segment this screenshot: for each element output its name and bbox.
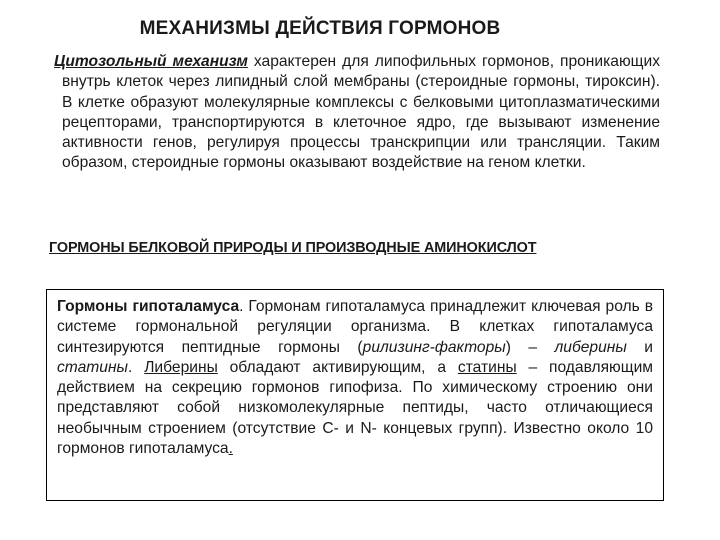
hypothalamus-paragraph: [57, 297, 653, 459]
cytosolic-paragraph: [54, 52, 661, 174]
text-part: обладают активирующим, а: [217, 358, 458, 376]
liberins-underlined: Либерины: [144, 358, 218, 376]
text-part: .: [128, 358, 145, 376]
text-part: и: [626, 338, 654, 356]
cytosolic-text: характерен для липофильных гормонов, проникающих внутрь клеток через липидный слой мембраны (стероидные гормоны, тироксин). В клетке образуют молекулярные комплексы с белковыми цитоплазматическими рецепторами, транспортируются в клеточное ядро, где вызывают изменение активности генов, регулируя процессы транскрипции или трансляции. Таким образом, стероидные гормоны оказывают воздействие на геном клетки.: [62, 53, 661, 172]
section-subtitle: ГОРМОНЫ БЕЛКОВОЙ ПРИРОДЫ И ПРОИЗВОДНЫЕ АМИНОКИСЛОТ: [49, 240, 537, 256]
cytosolic-term: Цитозольный механизм: [54, 53, 248, 70]
text-part: . Гормонам гипоталамуса принадлежит ключевая роль в системе гормональной регуляции организма. В клетках гипоталамуса синтезируются пептидные гормоны (: [57, 298, 653, 356]
statins-underlined: статины: [457, 358, 517, 376]
hypothalamus-term: Гормоны гипоталамуса: [57, 298, 240, 315]
releasing-factors: рилизинг-факторы: [362, 338, 506, 356]
statins-term: статины: [57, 358, 129, 376]
text-part: – подавляющим действием на секрецию гормонов гипофиза. По химическому строению они представляют собой низкомолекулярные пептиды, часто отличающиеся необычным строением (отсутствие С- и N- концевых групп). Известно около 10 гормонов гипоталамуса: [57, 358, 654, 458]
hypothalamus-box: [46, 289, 664, 501]
final-period: .: [228, 440, 233, 458]
liberins-term: либерины: [554, 338, 627, 356]
page-title: МЕХАНИЗМЫ ДЕЙСТВИЯ ГОРМОНОВ: [139, 18, 501, 39]
text-part: ) –: [505, 338, 555, 356]
